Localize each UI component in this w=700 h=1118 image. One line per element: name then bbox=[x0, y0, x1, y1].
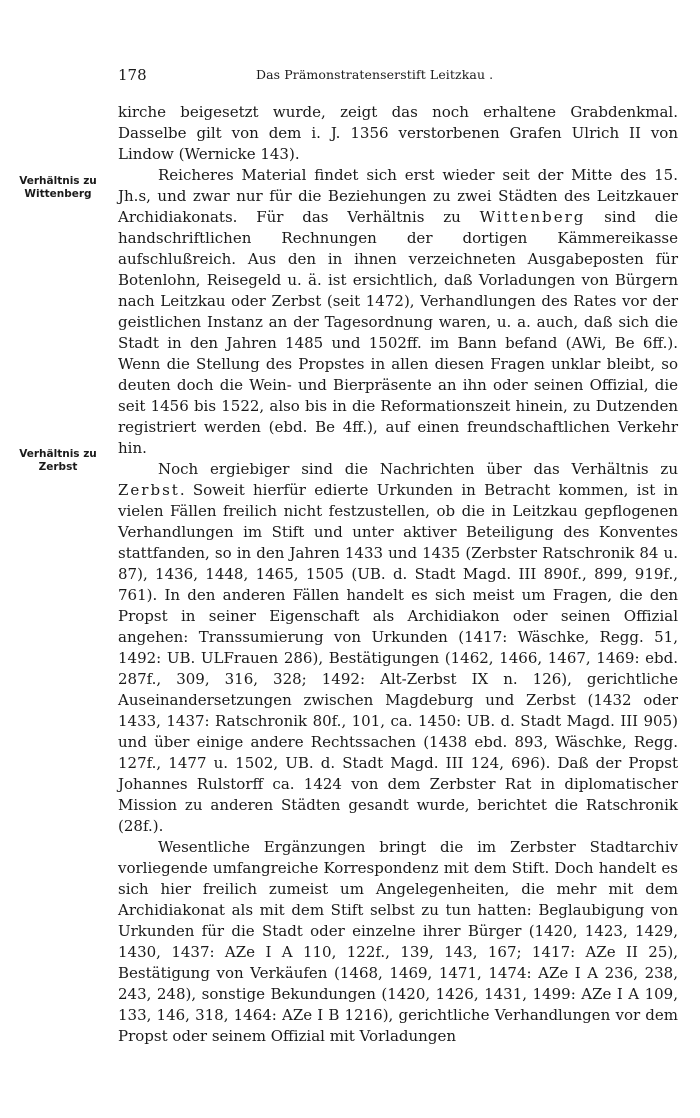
spaced-term-wittenberg: Wittenberg bbox=[479, 208, 586, 226]
running-title: Das Prämonstratenserstift Leitzkau . bbox=[256, 67, 494, 82]
paragraph-4: Wesentliche Ergänzungen bringt die im Zerbster Stadtarchiv vorliegende umfangreiche Korrespondenz mit dem Stift. Doch handelt es sich hier freilich zumeist um Angelegenheiten, die mehr mit dem Archidiakonat als mit dem Stift selbst zu tun hatten: Beglaubigung von Urkunden für die Stadt oder einzelne ihrer Bürger (1420, 1423, 1429, 1430, 1437: AZe I A 110, 122f., 139, 143, 167; 1417: AZe II 25), Bestätigung von Verkäufen (1468, 1469, 1471, 1474: AZe I A 236, 238, 243, 248), sonstige Bekundungen (1420, 1426, 1431, 1499: AZe I A 109, 133, 146, 318, 1464: AZe I B 1216), gerichtliche Verhandlungen vor dem Propst oder seinem Offizial mit Vorladungen bbox=[118, 838, 678, 1045]
page-number: 178 bbox=[118, 66, 147, 84]
body-text bbox=[118, 102, 678, 1047]
paragraph-2 bbox=[118, 165, 678, 459]
spaced-term-zerbst: Zerbst bbox=[118, 481, 180, 499]
paragraph-3 bbox=[118, 459, 678, 837]
margin-note-zerbst: Verhältnis zu Zerbst bbox=[19, 448, 97, 473]
page-header bbox=[118, 66, 678, 88]
paragraph-3-text-after: . Soweit hierfür edierte Urkunden in Betracht kommen, ist in vielen Fällen freilich nicht festzustellen, ob die in Leitzkau gepflogenen Verhandlungen im Stift und unter aktiver Beteiligung des Konventes stattfanden, so in den Jahren 1433 und 1435 (Zerbster Ratschronik 84 u. 87), 1436, 1448, 1465, 1505 (UB. d. Stadt Magd. III 890f., 899, 919f., 761). In den anderen Fällen handelt es sich meist um Fragen, die den Propst in seiner Eigenschaft als Archidiakon oder seinen Offizial angehen: Transsumierung von Urkunden (1417: Wäschke, Regg. 51, 1492: UB. ULFrauen 286), Bestätigungen (1462, 1466, 1467, 1469: ebd. 287f., 309, 316, 328; 1492: Alt-Zerbst IX n. 126), gerichtliche Auseinandersetzungen zwischen Magdeburg und Zerbst (1432 oder 1433, 1437: Ratschronik 80f., 101, ca. 1450: UB. d. Stadt Magd. III 905) und über einige andere Rechtssachen (1438 ebd. 893, Wäschke, Regg. 127f., 1477 u. 1502, UB. d. Stadt Magd. III 124, 696). Daß der Propst Johannes Rulstorff ca. 1424 von dem Zerbster Rat in diplomatischer Mission zu anderen Städten gesandt wurde, berichtet die Ratschronik (28f.). bbox=[118, 481, 678, 835]
paragraph-1: kirche beigesetzt wurde, zeigt das noch erhaltene Grabdenkmal. Dasselbe gilt von dem i. J. 1356 verstorbenen Grafen Ulrich II von Lindow (Wernicke 143). bbox=[118, 103, 678, 163]
paragraph-2-text-after: sind die handschriftlichen Rechnungen der dortigen Kämmereikasse aufschlußreich. Aus den in ihnen verzeichneten Ausgabeposten für Botenlohn, Reisegeld u. ä. ist ersichtlich, daß Vorladungen von Bürgern nach Leitzkau oder Zerbst (seit 1472), Verhandlungen des Rates vor der geistlichen Instanz an der Tagesordnung waren, u. a. auch, daß sich die Stadt in den Jahren 1485 und 1502ff. im Bann befand (AWi, Be 6ff.). Wenn die Stellung des Propstes in allen diesen Fragen unklar bleibt, so deuten doch die Wein- und Bierpräsente an ihn oder seinen Offizial, die seit 1456 bis 1522, also bis in die Reformationszeit hinein, zu Dutzenden registriert werden (ebd. Be 4ff.), auf einen freundschaftlichen Verkehr hin. bbox=[118, 208, 678, 457]
margin-note-wittenberg: Verhältnis zu Wittenberg bbox=[19, 175, 97, 200]
paragraph-3-text-before: Noch ergiebiger sind die Nachrichten über das Verhältnis zu bbox=[158, 460, 678, 478]
paragraph-2-text-before: Reicheres Material findet sich erst wieder seit der Mitte des 15. Jh.s, und zwar nur für die Beziehungen zu zwei Städten des Leitzkauer Archidiakonats. Für das Verhältnis zu bbox=[118, 166, 678, 226]
